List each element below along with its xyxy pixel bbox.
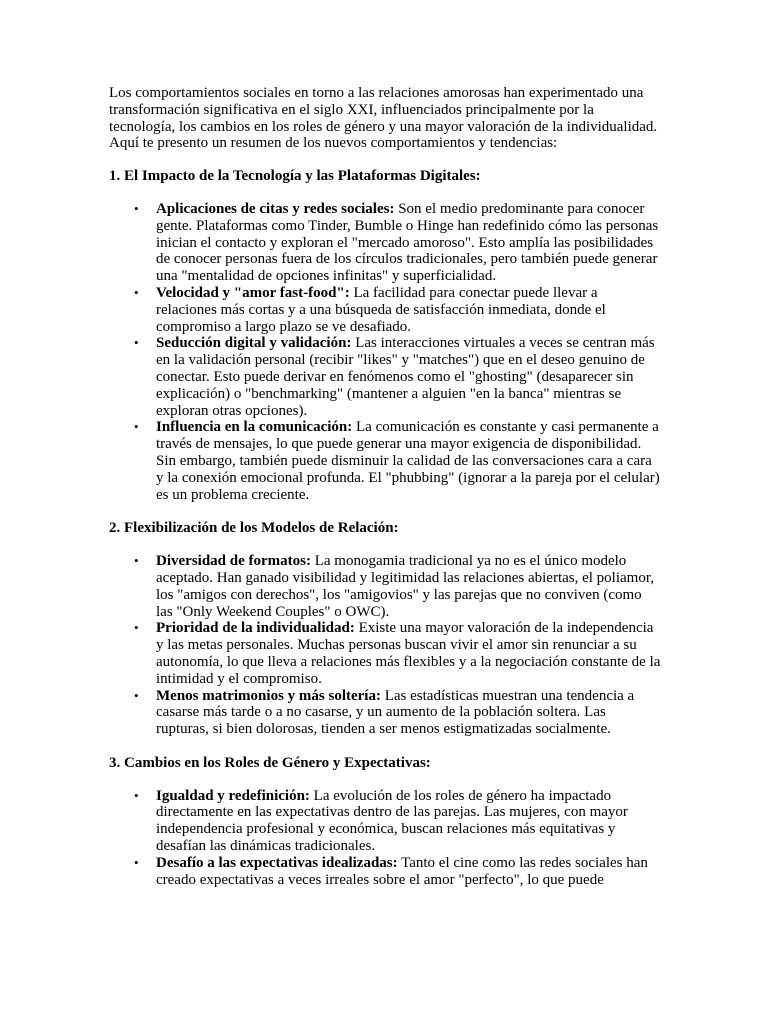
- section-heading: 3. Cambios en los Roles de Género y Expectativas:: [109, 754, 431, 771]
- bullet-icon: •: [134, 553, 139, 569]
- item-text: Tanto el cine como las redes sociales han creado expectativas a veces irreales sobre el amor "perfecto", lo que puede: [156, 854, 648, 888]
- bullet-list: [109, 201, 661, 503]
- bullet-icon: •: [134, 419, 139, 435]
- item-text: Existe una mayor valoración de la independencia y las metas personales. Muchas personas buscan vivir el amor sin renunciar a su autonomía, lo que lleva a relaciones más flexibles y a la negociación constante de la intimidad y el compromiso.: [156, 620, 661, 687]
- list-item: [134, 200, 661, 285]
- bullet-icon: •: [134, 620, 139, 636]
- bullet-icon: •: [134, 854, 139, 870]
- item-text: La monogamia tradicional ya no es el único modelo aceptado. Han ganado visibilidad y legitimidad las relaciones abiertas, el poliamor, los "amigos con derechos", los "amigovios" y las parejas que no conviven (como las "Only Weekend Couples" o OWC).: [156, 553, 654, 620]
- bullet-icon: •: [134, 335, 139, 351]
- item-term: Desafío a las expectativas idealizadas:: [156, 854, 398, 871]
- intro-paragraph: Los comportamientos sociales en torno a las relaciones amorosas han experimentado una transformación significativa en el siglo XXI, influenciados principalmente por la tecnología, los cambios en los roles de género y una mayor valoración de la individualidad. Aquí te presento un resumen de los nuevos comportamientos y tendencias:: [109, 85, 658, 152]
- list-item: [134, 620, 661, 687]
- bullet-icon: •: [134, 787, 139, 803]
- bullet-icon: •: [134, 687, 139, 703]
- item-term: Velocidad y "amor fast-food":: [156, 284, 350, 301]
- item-term: Prioridad de la individualidad:: [156, 620, 355, 637]
- bullet-list: [109, 788, 661, 889]
- item-term: Diversidad de formatos:: [156, 553, 311, 570]
- item-term: Seducción digital y validación:: [156, 335, 352, 352]
- list-item: [134, 687, 661, 738]
- list-item: [134, 419, 661, 503]
- item-text: La evolución de los roles de género ha impactado directamente en las expectativas dentro de las parejas. Las mujeres, con mayor independencia profesional y económica, buscan relaciones más equitativas y desafían las dinámicas tradicionales.: [156, 787, 628, 855]
- item-term: Menos matrimonios y más soltería:: [156, 687, 381, 704]
- item-text: La facilidad para conectar puede llevar a relaciones más cortas y a una búsqueda de satisfacción inmediata, donde el compromiso a largo plazo se ve desafiado.: [156, 284, 606, 335]
- list-item: [134, 284, 661, 335]
- bullet-icon: •: [134, 284, 139, 300]
- list-item: [134, 854, 661, 889]
- item-text: Las interacciones virtuales a veces se centran más en la validación personal (recibir "likes" y "matches") que en el deseo genuino de conectar. Esto puede derivar en fenómenos como el "ghosting" (desaparecer sin explicación) o "benchmarking" (mantener a alguien "en la banca" mientras se exploran otras opciones).: [156, 335, 655, 419]
- section-heading: 2. Flexibilización de los Modelos de Relación:: [109, 520, 399, 537]
- bullet-list: [109, 553, 661, 738]
- bullet-icon: •: [134, 200, 139, 216]
- item-term: Aplicaciones de citas y redes sociales:: [156, 200, 395, 217]
- item-text: La comunicación es constante y casi permanente a través de mensajes, lo que puede generar una mayor exigencia de disponibilidad. Sin embargo, también puede disminuir la calidad de las conversaciones cara a cara y la conexión emocional profunda. El "phubbing" (ignorar a la pareja por el celular) es un problema creciente.: [156, 419, 660, 503]
- item-term: Igualdad y redefinición:: [156, 787, 310, 804]
- list-item: [134, 553, 661, 620]
- document-page: [109, 85, 661, 905]
- item-term: Influencia en la comunicación:: [156, 419, 353, 436]
- item-text: Las estadísticas muestran una tendencia a casarse más tarde o a no casarse, y un aumento de la población soltera. Las rupturas, si bien dolorosas, tienden a ser menos estigmatizadas socialmente.: [156, 687, 635, 738]
- section-heading: 1. El Impacto de la Tecnología y las Plataformas Digitales:: [109, 168, 481, 185]
- item-text: Son el medio predominante para conocer gente. Plataformas como Tinder, Bumble o Hinge han redefinido cómo las personas inician el contacto y exploran el "mercado amoroso". Esto amplía las posibilidades de conocer personas fuera de los círculos tradicionales, pero también puede generar una "mentalidad de opciones infinitas" y superficialidad.: [156, 200, 659, 285]
- list-item: [134, 335, 661, 419]
- list-item: [134, 787, 661, 855]
